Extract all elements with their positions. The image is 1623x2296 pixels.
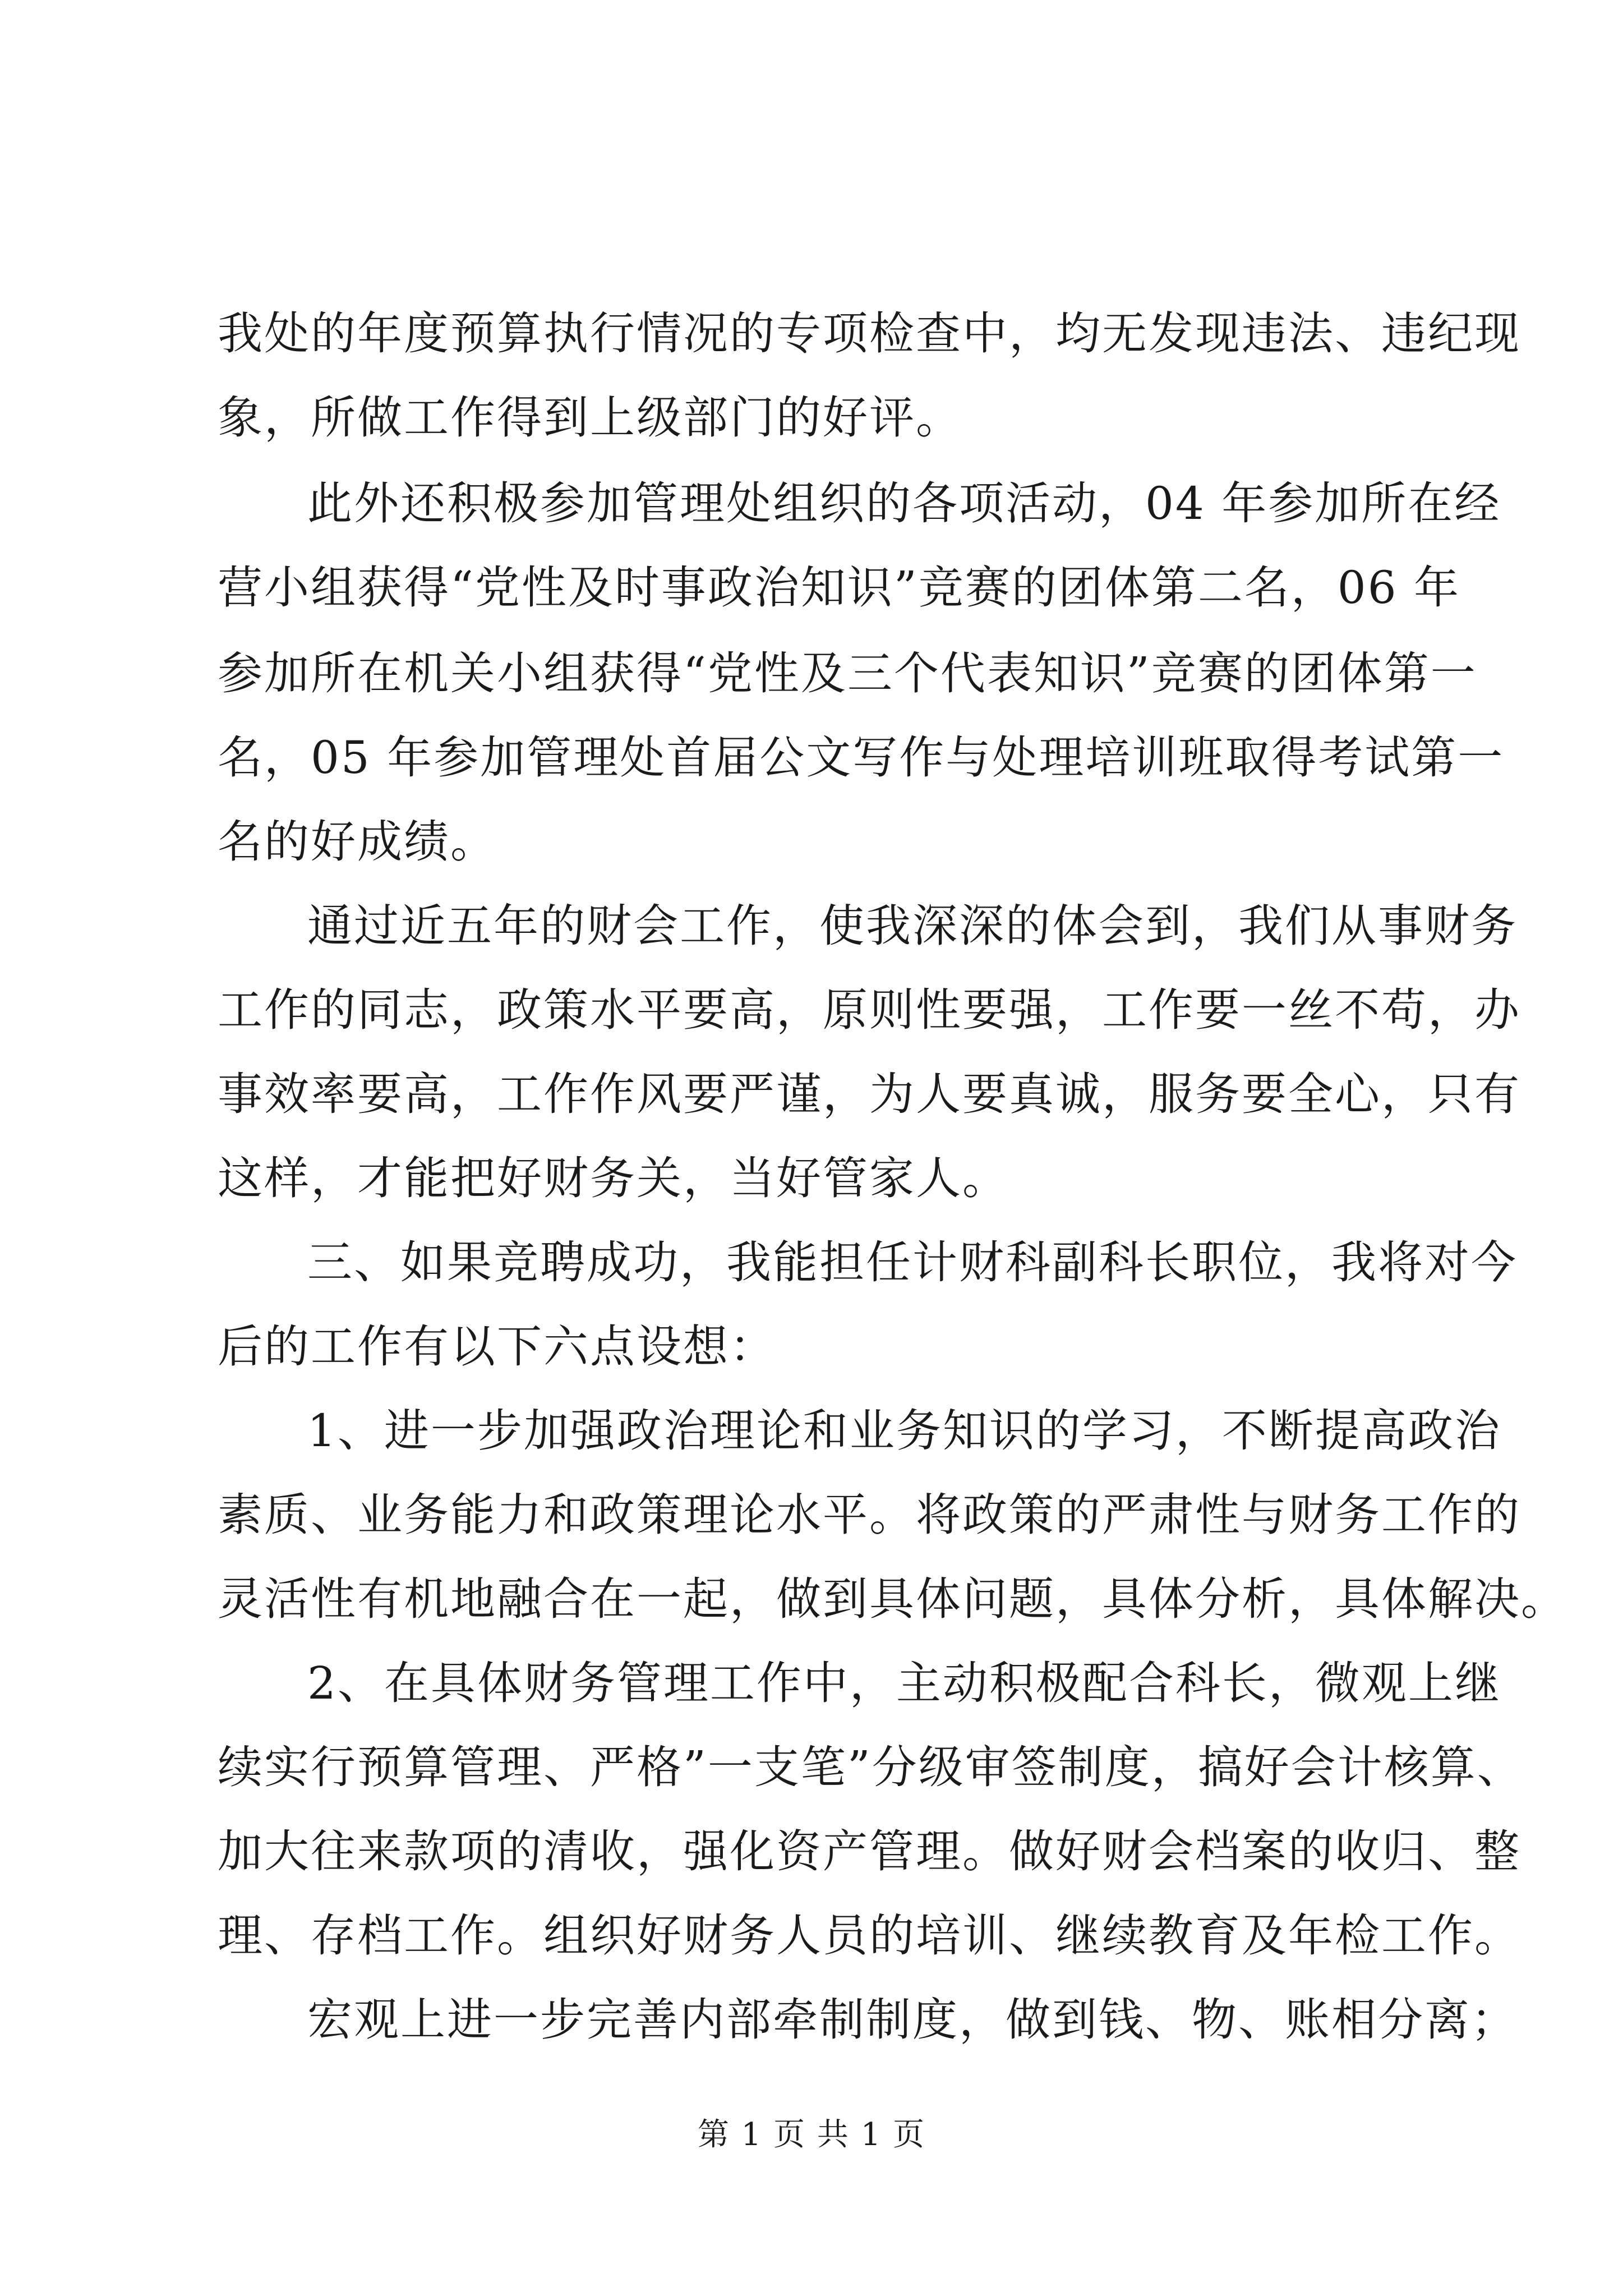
text-line: 灵活性有机地融合在一起，做到具体问题，具体分析，具体解决。 (218, 1573, 1567, 1625)
text-line: 加大往来款项的清收，强化资产管理。做好财会档案的收归、整 (218, 1825, 1521, 1878)
text-line: 营小组获得“党性及时事政治知识”竞赛的团体第二名，06 年 (218, 562, 1461, 614)
text-line: 参加所在机关小组获得“党性及三个代表知识”竞赛的团体第一 (218, 647, 1477, 700)
page-number-footer: 第 1 页 共 1 页 (697, 2116, 926, 2153)
text-line: 我处的年度预算执行情况的专项检查中，均无发现违法、违纪现 (218, 307, 1521, 360)
text-line: 素质、业务能力和政策理论水平。将政策的严肃性与财务工作的 (218, 1489, 1521, 1541)
text-line: 2、在具体财务管理工作中，主动积极配合科长，微观上继 (307, 1657, 1501, 1709)
text-line: 宏观上进一步完善内部牵制制度，做到钱、物、账相分离； (307, 1994, 1518, 2046)
text-line: 名的好成绩。 (218, 816, 497, 868)
text-line: 续实行预算管理、严格”一支笔”分级审签制度，搞好会计核算、 (218, 1741, 1524, 1793)
text-line: 后的工作有以下六点设想： (218, 1320, 776, 1373)
text-line: 理、存档工作。组织好财务人员的培训、继续教育及年检工作。 (218, 1910, 1521, 1962)
text-line: 事效率要高，工作作风要严谨，为人要真诚，服务要全心，只有 (218, 1068, 1521, 1120)
text-line: 工作的同志，政策水平要高，原则性要强，工作要一丝不苟，办 (218, 984, 1521, 1036)
text-line: 名，05 年参加管理处首届公文写作与处理培训班取得考试第一 (218, 731, 1505, 784)
text-line: 三、如果竞聘成功，我能担任计财科副科长职位，我将对今 (307, 1236, 1518, 1289)
text-line: 象，所做工作得到上级部门的好评。 (218, 392, 962, 444)
text-line: 通过近五年的财会工作，使我深深的体会到，我们从事财务 (307, 900, 1518, 952)
text-line: 1、进一步加强政治理论和业务知识的学习，不断提高政治 (307, 1405, 1501, 1457)
text-line: 这样，才能把好财务关，当好管家人。 (218, 1152, 1009, 1204)
text-line: 此外还积极参加管理处组织的各项活动，04 年参加所在经 (307, 477, 1501, 530)
